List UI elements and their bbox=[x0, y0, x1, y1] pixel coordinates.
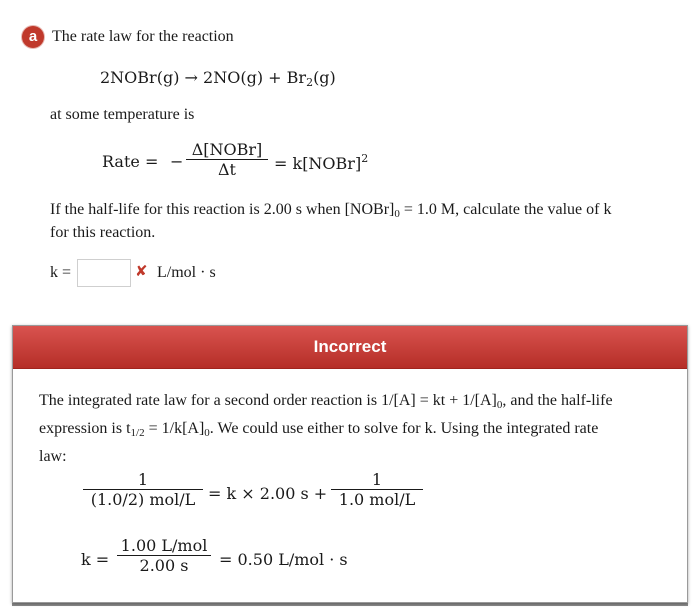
feedback-text-3: expression is t bbox=[39, 420, 131, 437]
reaction-arrow: → bbox=[184, 68, 198, 87]
answer-units: L/mol · s bbox=[157, 264, 216, 281]
feedback-text-2: , and the half-life bbox=[502, 392, 613, 409]
question-intro: The rate law for the reaction bbox=[52, 28, 234, 45]
feedback-sub-1: 0 bbox=[496, 399, 503, 411]
incorrect-x-icon: ✘ bbox=[135, 262, 148, 280]
eq1-num2: 1 bbox=[371, 470, 383, 489]
feedback-title: Incorrect bbox=[313, 337, 387, 356]
rate-fraction bbox=[186, 140, 268, 179]
question-part-badge: a bbox=[22, 26, 44, 48]
eq1-middle: = k × 2.00 s + bbox=[208, 484, 328, 503]
temperature-text: at some temperature is bbox=[50, 106, 195, 123]
eq2-num: 1.00 L/mol bbox=[120, 536, 208, 555]
feedback-text-5: . We could use either to solve for k. Using the integrated rate bbox=[209, 420, 599, 437]
eq1-num1: 1 bbox=[137, 470, 149, 489]
feedback-sub-3: 0 bbox=[204, 427, 210, 439]
product-2-subscript: 2 bbox=[306, 76, 314, 89]
plus-sign: + bbox=[268, 68, 282, 87]
eq1-den2: 1.0 mol/L bbox=[338, 490, 416, 509]
feedback-header bbox=[13, 326, 687, 369]
feedback-explanation bbox=[39, 389, 689, 469]
feedback-panel bbox=[12, 325, 688, 603]
eq1-den1: (1.0/2) mol/L bbox=[90, 490, 196, 509]
reactant-state: (g) bbox=[156, 68, 180, 87]
product-1: 2NO bbox=[203, 68, 241, 87]
rate-rhs-text: = k[NOBr] bbox=[274, 154, 362, 173]
feedback-text-1: The integrated rate law for a second order reaction is 1/[A] = kt + 1/[A] bbox=[39, 392, 497, 409]
eq2-fraction bbox=[117, 536, 211, 575]
reaction-equation bbox=[100, 68, 336, 89]
rate-minus: − bbox=[170, 152, 184, 171]
rate-denominator: Δt bbox=[218, 160, 236, 179]
eq2-den: 2.00 s bbox=[139, 556, 189, 575]
product-2-state: (g) bbox=[313, 68, 336, 87]
eq1-fraction-right bbox=[331, 470, 423, 509]
prompt-part1: If the half-life for this reaction is 2.00 s when [NOBr] bbox=[50, 201, 395, 218]
eq2-rhs: = 0.50 L/mol · s bbox=[219, 550, 348, 569]
answer-input[interactable] bbox=[77, 259, 131, 287]
question-prompt-line1 bbox=[50, 201, 611, 220]
answer-label: k = bbox=[50, 264, 72, 281]
eq1-fraction-left bbox=[83, 470, 203, 509]
rate-label: Rate = bbox=[102, 152, 159, 171]
rate-power: 2 bbox=[361, 152, 369, 165]
prompt-part2: = 1.0 M, calculate the value of k bbox=[399, 201, 612, 218]
reactant: 2NOBr bbox=[100, 68, 157, 87]
question-prompt-line2: for this reaction. bbox=[50, 224, 156, 241]
feedback-text-6: law: bbox=[39, 448, 67, 465]
product-1-state: (g) bbox=[240, 68, 264, 87]
rate-numerator: Δ[NOBr] bbox=[191, 140, 263, 159]
product-2: Br bbox=[286, 68, 307, 87]
feedback-sub-2: 1/2 bbox=[130, 427, 145, 439]
prompt-subscript: 0 bbox=[394, 208, 400, 220]
rate-rhs bbox=[274, 152, 368, 173]
feedback-text-4: = 1/k[A] bbox=[144, 420, 205, 437]
eq2-lhs: k = bbox=[81, 550, 110, 569]
